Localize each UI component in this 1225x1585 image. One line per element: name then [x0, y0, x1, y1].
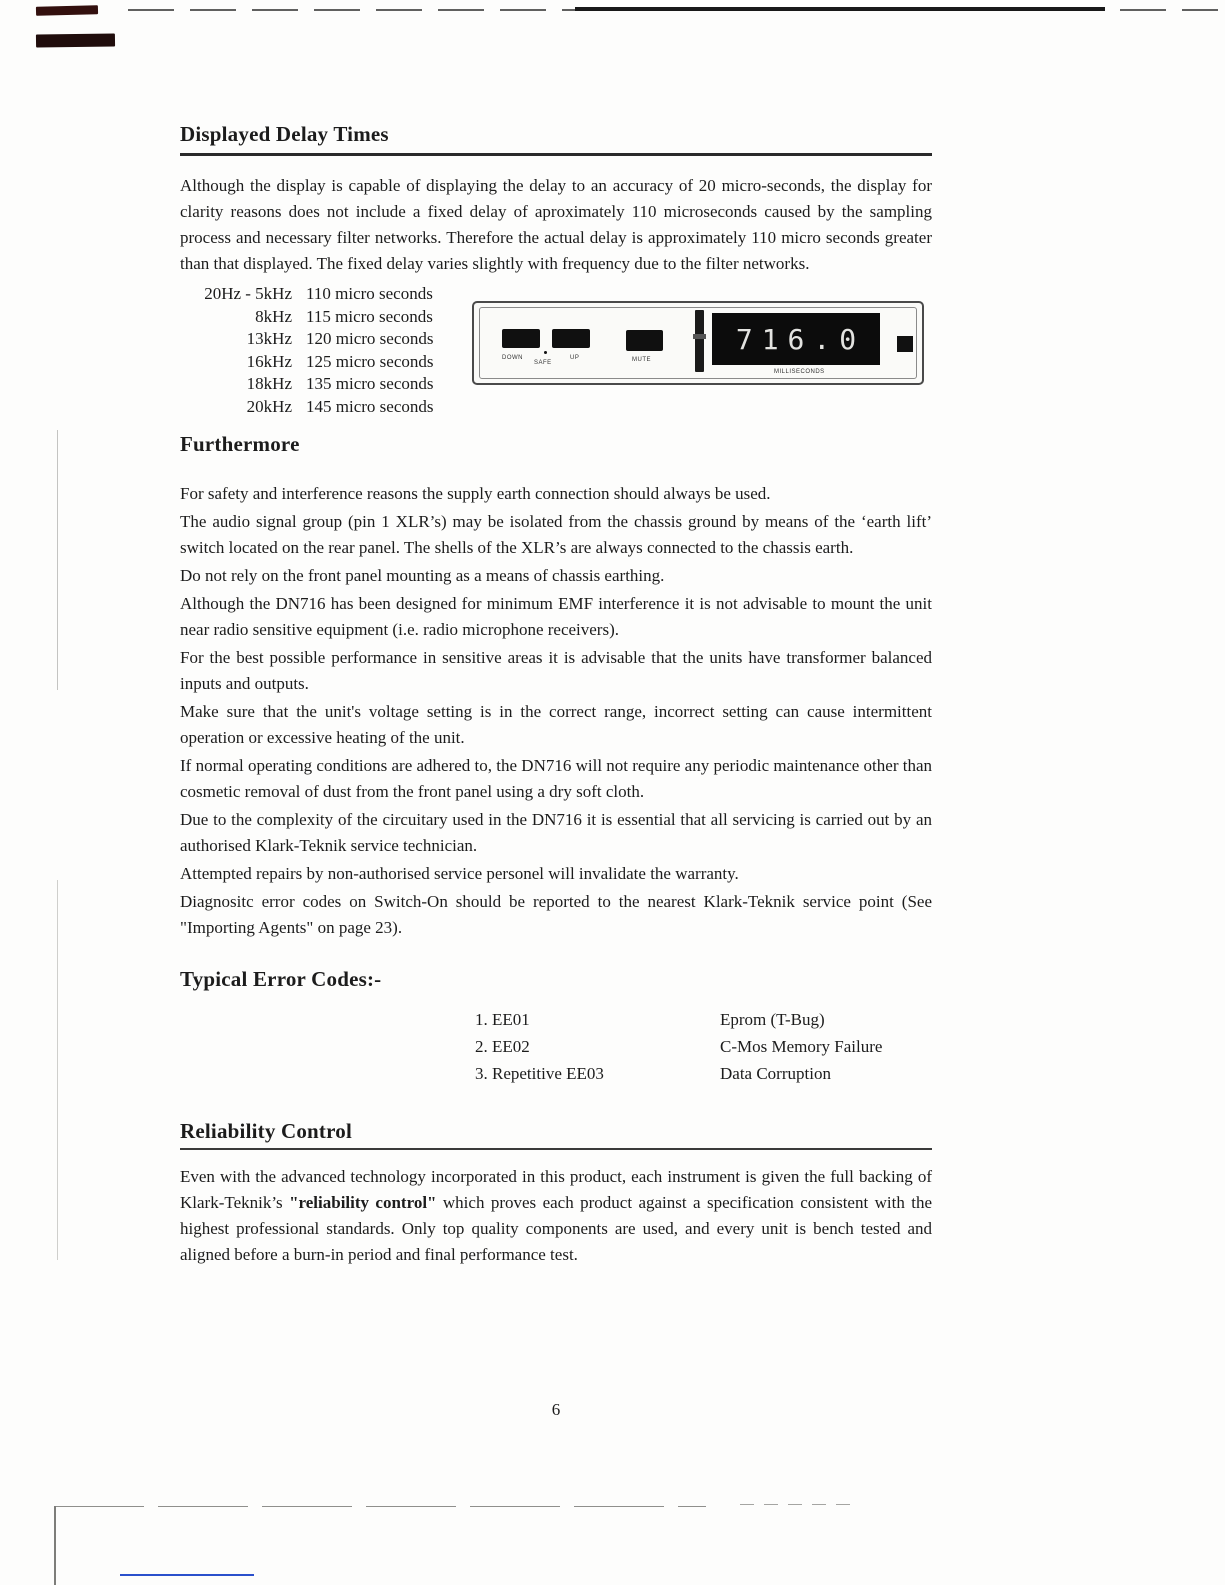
page-number: 6 [551, 1400, 561, 1419]
furthermore-paragraph: For the best possible performance in sensitive areas it is advisable that the units have transformer balanced inputs and outputs. [180, 648, 932, 693]
table-row [180, 396, 472, 419]
furthermore-paragraph: Do not rely on the front panel mounting as a means of chassis earthing. [180, 566, 665, 585]
delay-times-table [180, 283, 472, 418]
reliability-control-bold: "reliability control" [289, 1193, 437, 1212]
error-code: 1. EE01 [475, 1010, 530, 1029]
section-title-displayed-delay-times: Displayed Delay Times [180, 122, 389, 146]
table-row [180, 373, 472, 396]
down-label: DOWN [502, 355, 523, 361]
frequency-cell: 20Hz - 5kHz [204, 284, 292, 303]
up-label: UP [570, 355, 580, 361]
scan-artifact-bar [36, 5, 98, 16]
reliability-text-after: which proves each product against a specification consistent with the highest professional standards. Only top quality components are used, and every unit is bench tested and aligned before a burn-in period and final performance test. [180, 1193, 932, 1264]
delay-intro-paragraph: Although the display is capable of displaying the delay to an accuracy of 20 micro-seconds, the display for clarity reasons does not include a fixed delay of aproximately 110 microseconds caused by the sampling process and necessary filter networks. Therefore the actual delay is approximately 110 micro seconds greater than that displayed. The fixed delay varies slightly with frequency due to the filter networks. [180, 176, 932, 273]
safe-label: SAFE [534, 360, 552, 366]
furthermore-paragraph: Due to the complexity of the circuitary used in the DN716 it is essential that all servicing is carried out by an authorised Klark-Teknik service technician. [180, 810, 932, 855]
error-description: C-Mos Memory Failure [720, 1037, 883, 1056]
error-code: 3. Repetitive EE03 [475, 1064, 604, 1083]
error-code-row [475, 1060, 932, 1087]
furthermore-paragraph: If normal operating conditions are adhered to, the DN716 will not require any periodic maintenance other than cosmetic removal of dust from the front panel using a dry soft cloth. [180, 756, 932, 801]
error-codes-list [475, 1006, 932, 1087]
frequency-cell: 8kHz [255, 306, 292, 326]
scan-artifact-box-edge [54, 1506, 56, 1585]
reliability-text-before: Even with the advanced technology incorporated in this product, each instrument is given the full backing of Klark-Teknik’s [180, 1167, 932, 1212]
scan-artifact-box-edge [54, 1506, 706, 1507]
power-switch [897, 336, 913, 352]
scan-artifact-vertical-line [57, 430, 58, 690]
error-description: Data Corruption [720, 1064, 831, 1083]
dn716-front-panel-illustration [472, 301, 924, 385]
delay-readout-display [712, 313, 880, 365]
frequency-cell: 13kHz [246, 329, 292, 348]
furthermore-paragraph: Diagnositc error codes on Switch-On should be reported to the nearest Klark-Teknik service point (See "Importing Agents" on page 23). [180, 892, 932, 937]
furthermore-paragraph: Although the DN716 has been designed for minimum EMF interference it is not advisable to mount the unit near radio sensitive equipment (i.e. radio microphone receivers). [180, 594, 932, 639]
delay-table-and-device [180, 283, 932, 418]
error-code-row [475, 1006, 932, 1033]
milliseconds-label: MILLISECONDS [774, 369, 825, 375]
scan-artifact-blue-line [120, 1574, 254, 1576]
furthermore-paragraph: For safety and interference reasons the supply earth connection should always be used. [180, 484, 771, 503]
delay-cell: 125 micro seconds [306, 351, 434, 371]
mute-label: MUTE [632, 357, 651, 363]
heading-rule [180, 153, 932, 156]
error-code: 2. EE02 [475, 1037, 530, 1056]
error-code-row [475, 1033, 932, 1060]
delay-cell: 120 micro seconds [306, 329, 434, 348]
scan-artifact-line [575, 7, 1105, 11]
scan-artifact-bar [36, 33, 115, 47]
safe-indicator-dot [544, 351, 547, 354]
scan-artifact-vertical-line [57, 880, 58, 1260]
frequency-cell: 16kHz [246, 351, 292, 371]
heading-rule [180, 1148, 932, 1150]
table-row [180, 328, 472, 351]
delay-cell: 110 micro seconds [306, 284, 433, 303]
delay-cell: 145 micro seconds [306, 396, 434, 416]
seven-segment-digits: 716.0 [735, 322, 866, 356]
furthermore-paragraph: The audio signal group (pin 1 XLR’s) may be isolated from the chassis ground by means of the ‘earth lift’ switch located on the rear panel. The shells of the XLR’s are always connected to the chassis earth. [180, 512, 932, 557]
up-button [552, 329, 590, 348]
table-row [180, 351, 472, 374]
delay-cell: 115 micro seconds [306, 306, 433, 326]
scan-artifact-box-edge [740, 1504, 850, 1505]
table-row [180, 283, 472, 306]
furthermore-paragraph: Attempted repairs by non-authorised service personel will invalidate the warranty. [180, 864, 739, 883]
delay-cell: 135 micro seconds [306, 374, 434, 393]
error-description: Eprom (T-Bug) [720, 1010, 825, 1029]
furthermore-paragraph: Make sure that the unit's voltage setting is in the correct range, incorrect setting can cause intermittent operation or excessive heating of the unit. [180, 702, 932, 747]
frequency-cell: 18kHz [246, 374, 292, 393]
section-title-typical-error-codes: Typical Error Codes:- [180, 967, 382, 991]
fader-slider [695, 310, 704, 372]
section-title-furthermore: Furthermore [180, 432, 300, 456]
page-content [180, 122, 932, 1270]
frequency-cell: 20kHz [246, 396, 292, 416]
table-row [180, 306, 472, 329]
mute-button [626, 330, 663, 351]
down-button [502, 329, 540, 348]
section-title-reliability-control: Reliability Control [180, 1119, 352, 1143]
reliability-paragraph [180, 1164, 932, 1268]
